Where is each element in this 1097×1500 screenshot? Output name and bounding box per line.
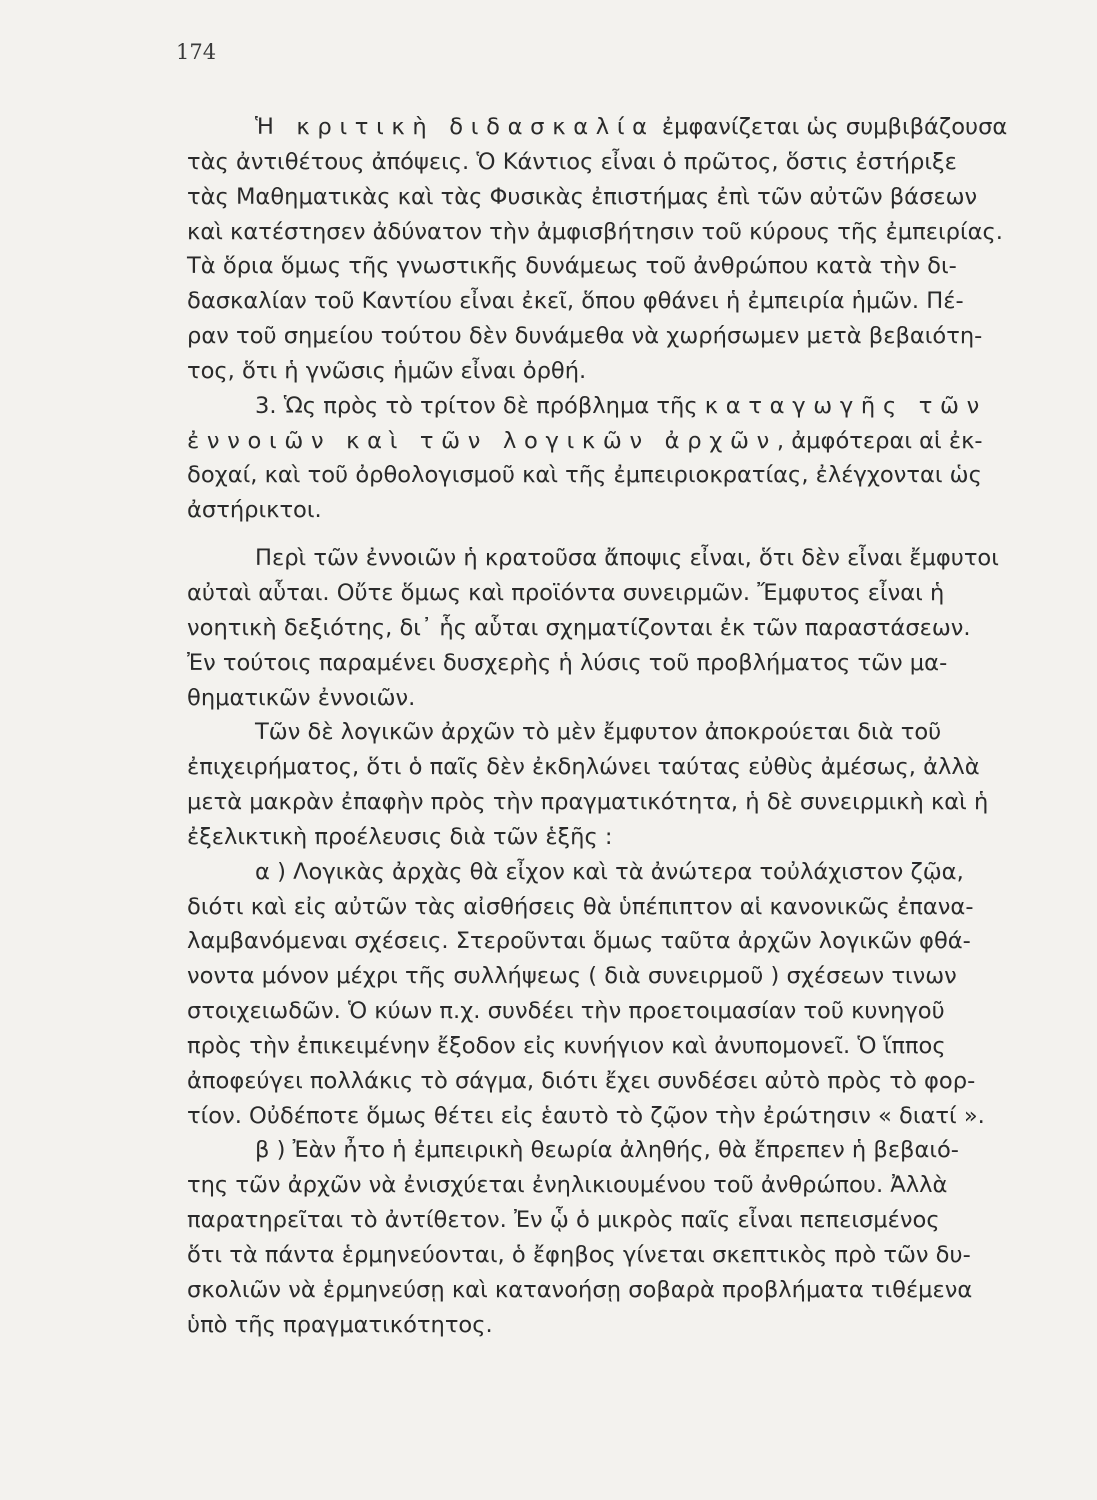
body-text	[187, 110, 1067, 1343]
text-line: δοχαί, καὶ τοῦ ὀρθολογισμοῦ καὶ τῆς ἐμπειριοκρατίας, ἐλέγχονται ὡς	[187, 462, 982, 489]
text-line: Τῶν δὲ λογικῶν ἀρχῶν τὸ μὲν ἔμφυτον ἀποκρούεται διὰ τοῦ	[255, 719, 942, 746]
text-line: ἀστήρικτοι.	[187, 497, 322, 524]
text-line: ἐννοιῶν καὶ τῶν λογικῶν ἀρχῶν, ἀμφότεραι αἱ ἐκ-	[187, 427, 983, 454]
page-number: 174	[176, 40, 217, 64]
text-line: Περὶ τῶν ἐννοιῶν ἡ κρατοῦσα ἄποψις εἶναι, ὅτι δὲν εἶναι ἔμφυτοι	[255, 545, 999, 572]
text-line: 3. Ὡς πρὸς τὸ τρίτον δὲ πρόβλημα τῆς καταγωγῆς τῶν	[255, 392, 987, 419]
text-line: ραν τοῦ σημείου τούτου δὲν δυνάμεθα νὰ χωρήσωμεν μετὰ βεβαιότη-	[187, 323, 983, 350]
text-line: τίον. Οὐδέποτε ὅμως θέτει εἰς ἑαυτὸ τὸ ζῷον τὴν ἐρώτησιν « διατί ».	[187, 1102, 985, 1129]
text-line: καὶ κατέστησεν ἀδύνατον τὴν ἀμφισβήτησιν τοῦ κύρους τῆς ἐμπειρίας.	[187, 218, 1003, 245]
text-line: δασκαλίαν τοῦ Καντίου εἶναι ἐκεῖ, ὅπου φθάνει ἡ ἐμπειρία ἡμῶν. Πέ-	[187, 288, 964, 315]
text-line: ὅτι τὰ πάντα ἑρμηνεύονται, ὁ ἔφηβος γίνεται σκεπτικὸς πρὸ τῶν δυ-	[187, 1242, 971, 1268]
text-line: παρατηρεῖται τὸ ἀντίθετον. Ἐν ᾧ ὁ μικρὸς παῖς εἶναι πεπεισμένος	[187, 1207, 940, 1234]
text-line: της τῶν ἀρχῶν νὰ ἐνισχύεται ἐνηλικιουμένου τοῦ ἀνθρώπου. Ἀλλὰ	[187, 1172, 948, 1199]
text-line: διότι καὶ εἰς αὐτῶν τὰς αἰσθήσεις θὰ ὑπέπιπτον αἱ κανονικῶς ἐπανα-	[187, 893, 974, 920]
emphasized-term: ἐννοιῶν καὶ τῶν λογικῶν ἀρχῶν	[187, 427, 777, 454]
text-line: ὑπὸ τῆς πραγματικότητος.	[187, 1311, 493, 1338]
text-line: ἐξελικτικὴ προέλευσις διὰ τῶν ἑξῆς :	[187, 823, 613, 850]
text-line: τὰς Μαθηματικὰς καὶ τὰς Φυσικὰς ἐπιστήμας ἐπὶ τῶν αὐτῶν βάσεων	[187, 183, 978, 210]
text-line: αὐταὶ αὗται. Οὔτε ὅμως καὶ προϊόντα συνειρμῶν. Ἔμφυτος εἶναι ἡ	[187, 579, 945, 606]
text-line: θηματικῶν ἐννοιῶν.	[187, 684, 416, 711]
emphasized-term: καταγωγῆς τῶν	[704, 392, 987, 419]
text-line: ἀποφεύγει πολλάκις τὸ σάγμα, διότι ἔχει συνδέσει αὐτὸ πρὸς τὸ φορ-	[187, 1067, 976, 1094]
text-line: τὰς ἀντιθέτους ἀπόψεις. Ὁ Κάντιος εἶναι ὁ πρῶτος, ὅστις ἐστήριξε	[187, 148, 957, 175]
text-line: Τὰ ὅρια ὅμως τῆς γνωστικῆς δυνάμεως τοῦ ἀνθρώπου κατὰ τὴν δι-	[187, 253, 957, 280]
text-line: ἐπιχειρήματος, ὅτι ὁ παῖς δὲν ἐκδηλώνει ταύτας εὐθὺς ἀμέσως, ἀλλὰ	[187, 754, 980, 781]
text-line: Ἡ κριτικὴ διδασκαλία ἐμφανίζεται ὡς συμβιβάζουσα	[255, 114, 1008, 140]
text-line: μετὰ μακρὰν ἐπαφὴν πρὸς τὴν πραγματικότητα, ἡ δὲ συνειρμικὴ καὶ ἡ	[187, 789, 989, 816]
text-line: πρὸς τὴν ἐπικειμένην ἔξοδον εἰς κυνήγιον καὶ ἀνυπομονεῖ. Ὁ ἵππος	[187, 1032, 946, 1059]
text-line: λαμβανόμεναι σχέσεις. Στεροῦνται ὅμως ταῦτα ἀρχῶν λογικῶν φθά-	[187, 928, 971, 955]
text-line: α ) Λογικὰς ἀρχὰς θὰ εἶχον καὶ τὰ ἀνώτερα τοὐλάχιστον ζῷα,	[255, 858, 964, 885]
emphasized-term: Ἡ κριτικὴ διδασκαλία	[255, 114, 655, 140]
text-line: τος, ὅτι ἡ γνῶσις ἡμῶν εἶναι ὀρθή.	[187, 357, 587, 384]
text-line: Ἐν τούτοις παραμένει δυσχερὴς ἡ λύσις τοῦ προβλήματος τῶν μα-	[187, 649, 948, 676]
text-line: β ) Ἐὰν ἦτο ἡ ἐμπειρικὴ θεωρία ἀληθής, θὰ ἔπρεπεν ἡ βεβαιό-	[255, 1137, 959, 1164]
text-line: νοντα μόνον μέχρι τῆς συλλήψεως ( διὰ συνειρμοῦ ) σχέσεων τινων	[187, 963, 957, 990]
text-line: νοητικὴ δεξιότης, δι᾿ ἧς αὗται σχηματίζονται ἐκ τῶν παραστάσεων.	[187, 614, 971, 641]
text-line: στοιχειωδῶν. Ὁ κύων π.χ. συνδέει τὴν προετοιμασίαν τοῦ κυνηγοῦ	[187, 998, 945, 1025]
text-line: σκολιῶν νὰ ἑρμηνεύσῃ καὶ κατανοήσῃ σοβαρὰ προβλήματα τιθέμενα	[187, 1276, 973, 1303]
